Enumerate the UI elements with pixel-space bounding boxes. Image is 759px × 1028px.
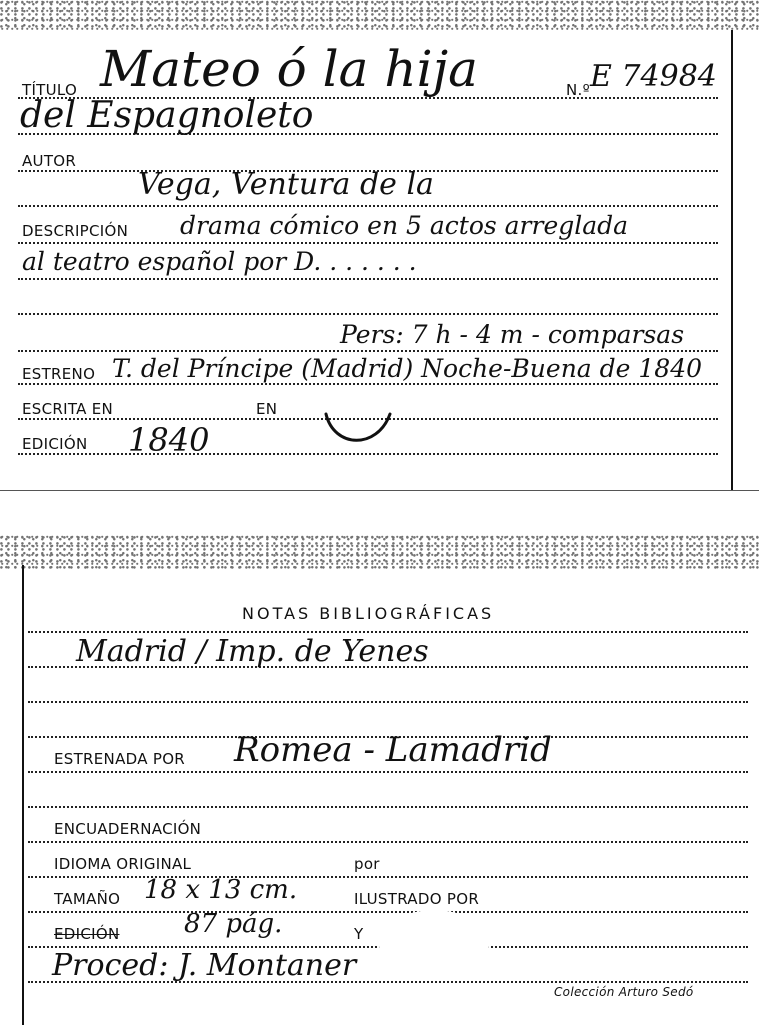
collection-stamp: Colección Arturo Sedó [554,985,694,999]
card-separator [0,490,759,491]
handwritten-premiere: T. del Príncipe (Madrid) Noche-Buena de 1840 [112,354,703,383]
handwritten-number: E 74984 [590,59,717,94]
handwritten-pages: 87 pág. [184,909,283,939]
card-top-right-border [731,30,733,490]
y-label: Y [354,925,364,943]
rule [28,701,748,703]
escrita-en-label: ESCRITA EN [22,400,114,418]
estrenada-por-label: ESTRENADA POR [54,750,186,768]
handwritten-characters: Pers: 7 h - 4 m - comparsas [340,320,685,349]
handwritten-description-line2: al teatro español por D. . . . . . . [22,247,417,276]
handwritten-notes: Madrid / Imp. de Yenes [76,634,429,669]
rule [18,350,718,352]
rule [28,911,748,913]
rule [18,205,718,207]
handwritten-title-line1: Mateo ó la hija [100,40,478,98]
rule [18,278,718,280]
erasure-mark [379,910,489,980]
handwritten-curve-mark [322,408,397,453]
handwritten-title-line2: del Espagnoleto [20,95,314,136]
card-bottom [22,565,759,1025]
encuadernacion-label: ENCUADERNACIÓN [54,820,202,838]
card-top [0,30,733,490]
scan-noise-bottom [0,535,759,569]
handwritten-description-line1: drama cómico en 5 actos arreglada [180,211,629,240]
rule [18,313,718,315]
idioma-original-label: IDIOMA ORIGINAL [54,855,192,873]
autor-label: AUTOR [22,152,77,170]
edicion-label: EDICIÓN [22,435,88,453]
rule [18,383,718,385]
titulo-label: TÍTULO [22,81,78,99]
descripcion-label: DESCRIPCIÓN [22,222,129,240]
rule [18,453,718,455]
tamano-label: TAMAÑO [54,890,121,908]
handwritten-author: Vega, Ventura de la [138,167,434,202]
en-label: EN [256,400,278,418]
numero-label: N.º [566,81,590,99]
rule [28,771,748,773]
por-label: por [354,855,380,873]
notas-heading: NOTAS BIBLIOGRÁFICAS [242,604,495,623]
handwritten-size: 18 x 13 cm. [144,875,298,905]
ilustrado-por-label: ILUSTRADO POR [354,890,480,908]
handwritten-edition-year: 1840 [128,421,210,459]
rule [28,631,748,633]
handwritten-provenance: Proced: J. Montaner [52,948,357,983]
estreno-label: ESTRENO [22,365,96,383]
edicion-label-struck: EDICIÓN [54,925,120,943]
handwritten-premiered-by: Romea - Lamadrid [234,730,552,770]
rule [18,242,718,244]
scan-noise-top [0,0,759,30]
rule [28,876,748,878]
rule [28,806,748,808]
rule [28,841,748,843]
